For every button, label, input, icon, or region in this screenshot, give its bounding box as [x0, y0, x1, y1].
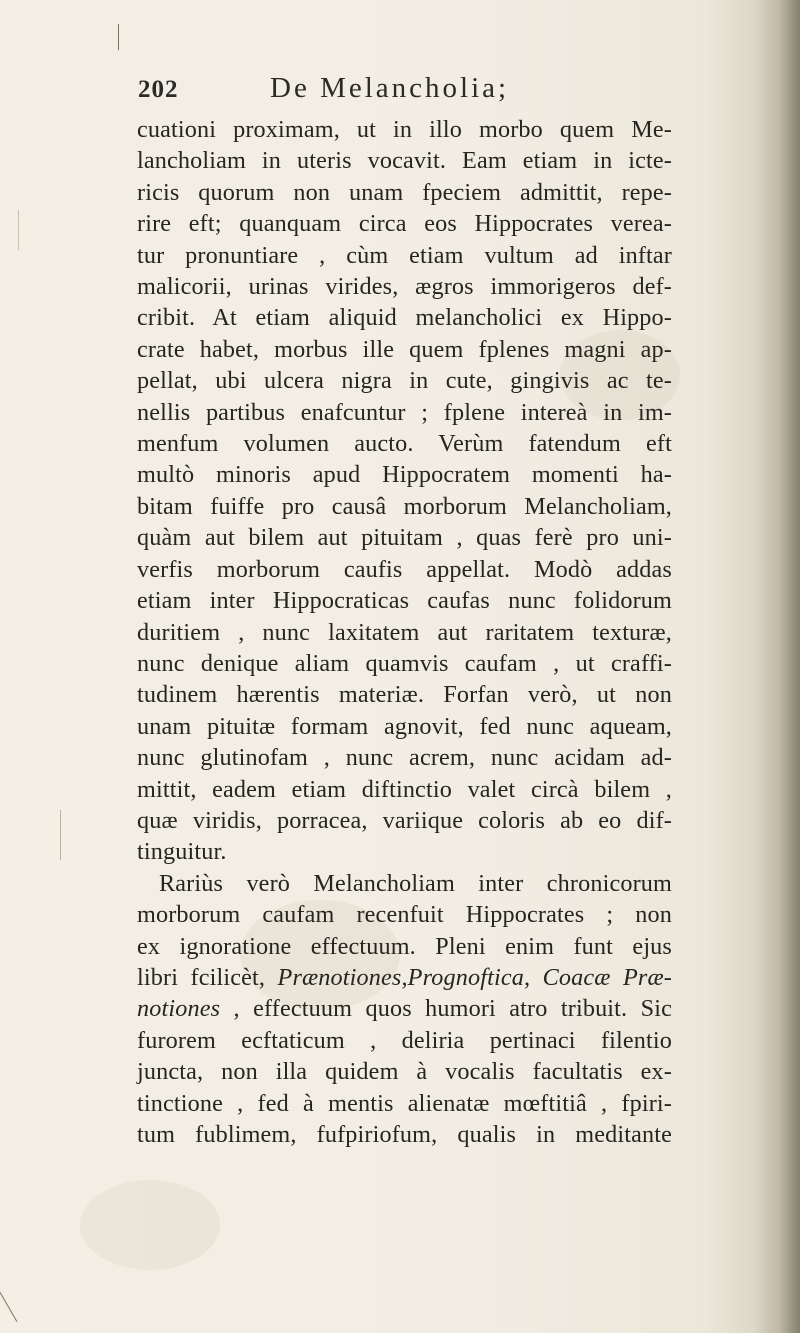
- text-fragment: furorem ecftaticum , deliria pertinaci filentio: [137, 1026, 672, 1054]
- ink-mark: [60, 810, 61, 860]
- text-line: [137, 428, 672, 459]
- text-line: [137, 711, 672, 742]
- body-text: [137, 114, 672, 1150]
- text-line: [137, 899, 672, 930]
- text-line: [137, 554, 672, 585]
- ink-mark: [0, 1292, 17, 1322]
- text-fragment: quàm aut bilem aut pituitam , quas ferè pro uni-: [137, 524, 672, 552]
- text-fragment: malicorii, urinas virides, ægros immorigeros def-: [137, 273, 672, 301]
- text-fragment: pellat, ubi ulcera nigra in cute, gingivis ac te-: [137, 367, 672, 395]
- text-line: [137, 742, 672, 773]
- text-fragment: duritiem , nunc laxitatem aut raritatem texturæ,: [137, 618, 672, 646]
- text-line: [137, 208, 672, 239]
- text-line: [137, 774, 672, 805]
- text-line: [137, 240, 672, 271]
- text-line: [137, 648, 672, 679]
- text-line: [137, 145, 672, 176]
- text-fragment: tur pronuntiare , cùm etiam vultum ad inftar: [137, 241, 672, 269]
- text-fragment: morborum caufam recenfuit Hippocrates ; non: [137, 901, 672, 929]
- text-fragment: tum fublimem, fufpiriofum, qualis in meditante: [137, 1121, 672, 1148]
- text-line: [137, 491, 672, 522]
- text-fragment: mittit, eadem etiam diftinctio valet circà bilem ,: [137, 775, 672, 803]
- text-fragment: nunc denique aliam quamvis caufam , ut craffi-: [137, 649, 672, 677]
- text-line: [137, 805, 672, 836]
- text-fragment: lancholiam in uteris vocavit. Eam etiam in icte-: [137, 147, 672, 175]
- text-line: [137, 459, 672, 490]
- text-line: [137, 1119, 672, 1150]
- text-fragment: tinctione , fed à mentis alienatæ mœftitiâ , fpiri-: [137, 1089, 672, 1117]
- text-line: [137, 365, 672, 396]
- text-fragment: menfum volumen aucto. Verùm fatendum eft: [137, 430, 672, 458]
- text-line: [137, 993, 672, 1024]
- running-title: De Melancholia;: [270, 72, 510, 104]
- text-line: [137, 585, 672, 616]
- text-line: [137, 617, 672, 648]
- text-fragment: rire eft; quanquam circa eos Hippocrates verea-: [137, 210, 672, 238]
- text-line: [137, 836, 672, 867]
- text-fragment: etiam inter Hippocraticas caufas nunc folidorum: [137, 587, 672, 615]
- page-header: [138, 72, 658, 112]
- page-number: 202: [138, 76, 179, 103]
- text-fragment: nunc glutinofam , nunc acrem, nunc acidam ad-: [137, 744, 672, 772]
- text-line: [137, 177, 672, 208]
- paper-stain: [80, 1180, 220, 1270]
- text-fragment: cribit. At etiam aliquid melancholici ex Hippo-: [137, 304, 672, 332]
- text-line: [137, 522, 672, 553]
- text-fragment: crate habet, morbus ille quem fplenes magni ap-: [137, 335, 672, 363]
- text-fragment: juncta, non illa quidem à vocalis facultatis ex-: [137, 1058, 672, 1086]
- text-fragment: cuationi proximam, ut in illo morbo quem Me-: [137, 116, 672, 143]
- text-line: [137, 868, 672, 899]
- text-line: [137, 302, 672, 333]
- text-fragment: libri fcilicèt,: [137, 963, 278, 991]
- text-fragment: ricis quorum non unam fpeciem admittit, repe-: [137, 178, 672, 206]
- text-fragment: quæ viridis, porracea, variique coloris ab eo dif-: [137, 806, 672, 834]
- text-fragment: tinguitur.: [137, 838, 227, 866]
- text-fragment: nellis partibus enafcuntur ; fplene intereà in im-: [137, 398, 672, 426]
- italic-title: Prænotiones,Prognoftica, Coacæ Præ-: [277, 963, 672, 991]
- text-fragment: unam pituitæ formam agnovit, fed nunc aqueam,: [137, 712, 672, 740]
- text-line: [137, 271, 672, 302]
- text-line: [137, 1025, 672, 1056]
- ink-mark: [118, 24, 119, 50]
- text-line: [137, 1056, 672, 1087]
- italic-title: notiones: [137, 995, 221, 1023]
- binding-shadow: [754, 0, 800, 1333]
- text-line: [137, 962, 672, 993]
- text-line: [137, 114, 672, 145]
- text-fragment: , effectuum quos humori atro tribuit. Sic: [220, 995, 672, 1023]
- ink-mark: [18, 210, 19, 250]
- text-line: [137, 1088, 672, 1119]
- text-line: [137, 397, 672, 428]
- text-fragment: multò minoris apud Hippocratem momenti ha-: [137, 461, 672, 489]
- text-line: [137, 931, 672, 962]
- text-line: [137, 334, 672, 365]
- text-line: [137, 679, 672, 710]
- text-fragment: verfis morborum caufis appellat. Modò addas: [137, 555, 672, 583]
- text-fragment: tudinem hærentis materiæ. Forfan verò, ut non: [137, 681, 672, 709]
- text-fragment: bitam fuiffe pro causâ morborum Melancholiam,: [137, 492, 672, 520]
- text-fragment: ex ignoratione effectuum. Pleni enim funt ejus: [137, 932, 672, 960]
- text-fragment: Rariùs verò Melancholiam inter chronicorum: [159, 869, 672, 897]
